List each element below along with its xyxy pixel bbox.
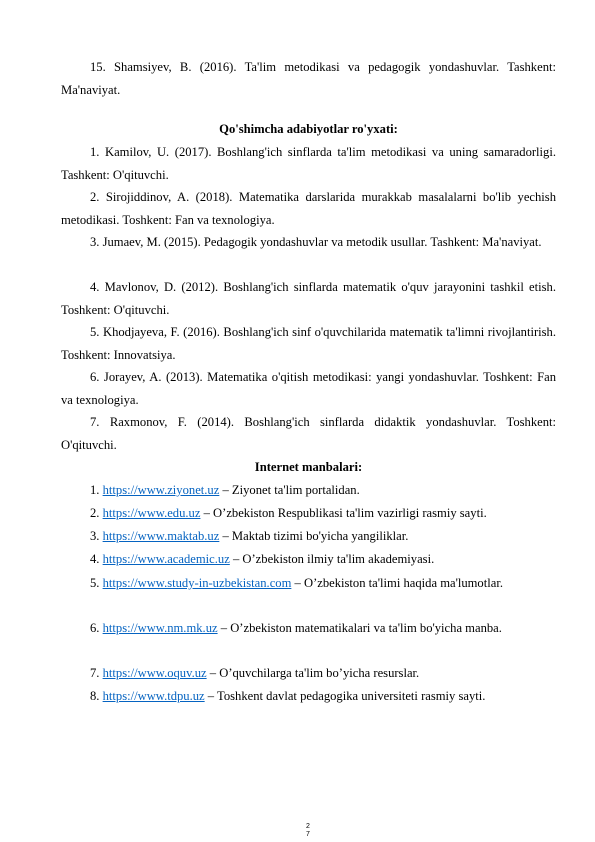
reference-item: 4. Mavlonov, D. (2012). Boshlang'ich sinflarda matematik o'quv jarayonini tashkil etish. Toshkent: O'qituvchi. (61, 280, 556, 317)
page-number-digit: 2 (306, 823, 310, 830)
item-number: 8. (90, 689, 100, 703)
item-number: 5. (90, 576, 100, 590)
source-description: – O’zbekiston matematikalari va ta'lim bo'yicha manba. (217, 621, 502, 635)
internet-sources-heading: Internet manbalari: (254, 460, 363, 474)
source-description: – O’quvchilarga ta'lim bo’yicha resurslar. (206, 666, 420, 680)
reference-item: 6. Jorayev, A. (2013). Matematika o'qitish metodikasi: yangi yondashuvlar. Toshkent: Fan va texnologiya. (61, 370, 556, 407)
reference-item: 2. Sirojiddinov, A. (2018). Matematika darslarida murakkab masalalarni bo'lib yechish metodikasi. Toshkent: Fan va texnologiya. (61, 190, 556, 227)
page-number (305, 823, 311, 838)
source-description: – O’zbekiston Respublikasi ta'lim vazirligi rasmiy sayti. (200, 506, 487, 520)
source-link[interactable]: https://www.nm.mk.uz (102, 621, 218, 635)
page-number-digit: 7 (306, 830, 310, 838)
source-link[interactable]: https://www.study-in-uzbekistan.com (102, 576, 292, 590)
internet-source-item (61, 525, 556, 548)
item-number: 2. (90, 506, 100, 520)
source-link[interactable]: https://www.ziyonet.uz (102, 483, 220, 497)
source-link[interactable]: https://www.academic.uz (102, 552, 230, 566)
internet-source-item (61, 572, 556, 595)
item-number: 7. (90, 666, 100, 680)
source-description: – Maktab tizimi bo'yicha yangiliklar. (219, 529, 409, 543)
internet-source-item (61, 685, 556, 708)
source-description: – O’zbekiston ta'limi haqida ma'lumotlar. (291, 576, 503, 590)
source-link[interactable]: https://www.tdpu.uz (102, 689, 205, 703)
source-link[interactable]: https://www.edu.uz (102, 506, 201, 520)
reference-item: 7. Raxmonov, F. (2014). Boshlang'ich sinflarda didaktik yondashuvlar. Toshkent: O'qituvchi. (61, 415, 556, 452)
additional-literature-heading: Qo'shimcha adabiyotlar ro'yxati: (219, 122, 398, 136)
source-description: – O’zbekiston ilmiy ta'lim akademiyasi. (229, 552, 435, 566)
source-description: – Ziyonet ta'lim portalidan. (219, 483, 360, 497)
reference-item: 5. Khodjayeva, F. (2016). Boshlang'ich sinf o'quvchilarida matematik ta'limni rivojlantirish. Toshkent: Innovatsiya. (61, 325, 556, 362)
internet-source-item (61, 662, 556, 685)
internet-source-item (61, 479, 556, 502)
internet-source-item (61, 548, 556, 571)
internet-source-item (61, 502, 556, 525)
item-number: 3. (90, 529, 100, 543)
source-link[interactable]: https://www.oquv.uz (102, 666, 207, 680)
reference-item: 1. Kamilov, U. (2017). Boshlang'ich sinflarda ta'lim metodikasi va uning samaradorligi. Tashkent: O'qituvchi. (61, 145, 556, 182)
source-link[interactable]: https://www.maktab.uz (102, 529, 220, 543)
reference-item: 3. Jumaev, M. (2015). Pedagogik yondashuvlar va metodik usullar. Tashkent: Ma'naviyat. (90, 235, 542, 249)
source-description: – Toshkent davlat pedagogika universiteti rasmiy sayti. (204, 689, 486, 703)
item-number: 4. (90, 552, 100, 566)
internet-source-item (61, 617, 556, 640)
item-number: 1. (90, 483, 100, 497)
item-number: 6. (90, 621, 100, 635)
reference-item: 15. Shamsiyev, B. (2016). Ta'lim metodikasi va pedagogik yondashuvlar. Tashkent: Ma'naviyat. (61, 60, 556, 97)
